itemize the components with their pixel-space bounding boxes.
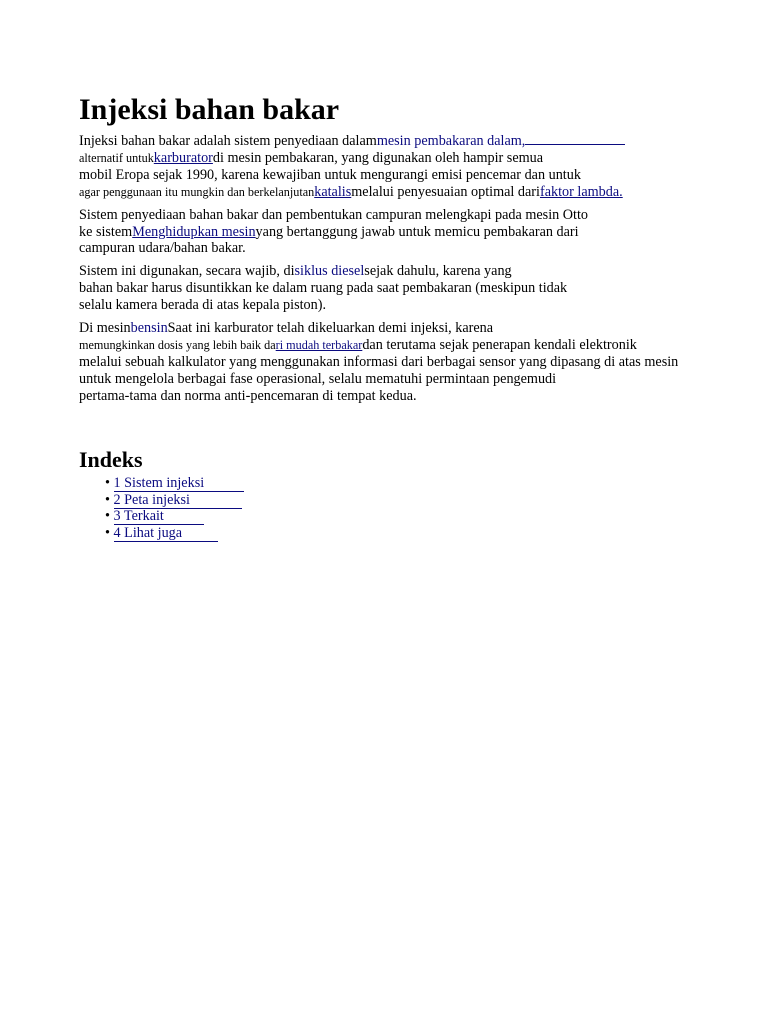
- p4-text-1: Di mesin: [79, 320, 131, 337]
- bullet-icon: •: [105, 525, 110, 542]
- link-katalis[interactable]: katalis: [314, 183, 352, 200]
- p2-text-2: ke sistem: [79, 223, 133, 240]
- paragraph-2: [79, 207, 719, 258]
- p2-text-3: yang bertanggung jawab untuk memicu pembakaran dari: [255, 223, 579, 240]
- link-siklus-diesel[interactable]: siklus diesel: [294, 263, 365, 280]
- p3-text-4: selalu kamera berada di atas kepala piston).: [79, 297, 326, 314]
- link-bensin[interactable]: bensin: [130, 320, 168, 337]
- p4-text-5: melalui sebuah kalkulator yang menggunakan informasi dari berbagai sensor yang dipasang di atas mesin: [79, 353, 679, 370]
- p1-text-6: melalui penyesuaian optimal dari: [351, 183, 540, 200]
- p1-text-2: alternatif untuk: [79, 150, 154, 165]
- link-karburator[interactable]: karburator: [153, 149, 213, 166]
- p4-text-3: memungkinkan dosis yang lebih baik da: [79, 337, 276, 352]
- link-mesin-pembakaran-dalam[interactable]: mesin pembakaran dalam,: [376, 133, 526, 149]
- paragraph-1: [79, 132, 719, 201]
- p1-text-3: di mesin pembakaran, yang digunakan oleh hampir semua: [212, 149, 544, 166]
- page-title: Injeksi bahan bakar: [79, 93, 340, 126]
- link-underline: [525, 132, 625, 145]
- bullet-icon: •: [105, 491, 110, 508]
- toc-link-peta-injeksi[interactable]: 2 Peta injeksi: [114, 492, 242, 509]
- link-faktor-lambda[interactable]: faktor lambda.: [539, 183, 623, 200]
- toc-item: [105, 475, 719, 492]
- p3-text-2: sejak dahulu, karena yang: [364, 263, 512, 280]
- paragraph-3: [79, 263, 719, 314]
- toc-item: [105, 508, 719, 525]
- link-menghidupkan-mesin[interactable]: Menghidupkan mesin: [132, 223, 256, 240]
- table-of-contents: [79, 475, 719, 543]
- p3-text-3: bahan bakar harus disuntikkan ke dalam ruang pada saat pembakaran (meskipun tidak: [79, 280, 568, 297]
- link-mudah-terbakar[interactable]: ri mudah terbakar: [275, 337, 363, 352]
- p4-text-2: Saat ini karburator telah dikeluarkan demi injeksi, karena: [167, 320, 494, 337]
- p1-text-4: mobil Eropa sejak 1990, karena kewajiban untuk mengurangi emisi pencemar dan untuk: [79, 166, 581, 183]
- p1-text-1: Injeksi bahan bakar adalah sistem penyediaan dalam: [79, 133, 377, 149]
- toc-link-lihat-juga[interactable]: 4 Lihat juga: [114, 525, 219, 542]
- p2-text-4: campuran udara/bahan bakar.: [79, 240, 246, 257]
- p4-text-4: dan terutama sejak penerapan kendali elektronik: [362, 336, 637, 353]
- toc-item: [105, 525, 719, 542]
- p4-text-7: pertama-tama dan norma anti-pencemaran di tempat kedua.: [79, 387, 417, 404]
- bullet-icon: •: [105, 474, 110, 491]
- toc-item: [105, 492, 719, 509]
- p3-text-1: Sistem ini digunakan, secara wajib, di: [79, 263, 295, 280]
- index-heading: Indeks: [79, 446, 143, 472]
- paragraph-4: [79, 320, 719, 405]
- article: [79, 92, 719, 542]
- toc-link-terkait[interactable]: 3 Terkait: [114, 508, 204, 525]
- p2-text-1: Sistem penyediaan bahan bakar dan pembentukan campuran melengkapi pada mesin Otto: [79, 206, 589, 223]
- bullet-icon: •: [105, 508, 110, 525]
- p4-text-6: untuk mengelola berbagai fase operasional, selalu mematuhi permintaan pengemudi: [79, 370, 557, 387]
- toc-link-sistem-injeksi[interactable]: 1 Sistem injeksi: [114, 475, 245, 492]
- p1-text-5: agar penggunaan itu mungkin dan berkelanjutan: [79, 184, 315, 199]
